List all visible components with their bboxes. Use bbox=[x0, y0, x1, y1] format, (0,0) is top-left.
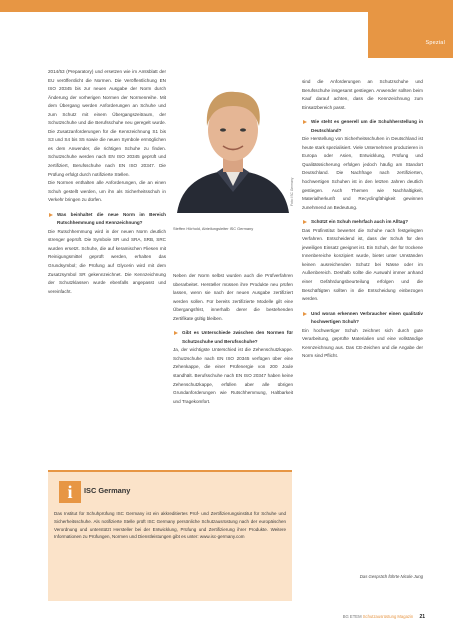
info-box-text: Das Institut für Schuhprüfung ISC Germany ist ein akkreditiertes Prüf- und Zertifizierungsinstitut für Schuhe und Sicherheitsschuhe. Als notifizierte Stelle prüft ISC Germany persönliche Schutzausrüstung nach der europäischen Verordnung und unterstützt Hersteller bei der Entwicklung, Prüfung und Zertifizierung ihrer Produkte. Weitere Informationen zu Prüfungen, Normen und Dienstleistungen gibt es unter: www.isc-germany.com bbox=[54, 511, 286, 540]
interview-question: Schützt ein Schuh mehrfach auch im Alltag? bbox=[302, 218, 423, 227]
paragraph: Die Normen enthalten alle Anforderungen, die an einen Schuh gestellt werden, um ihn als Sicherheitsschuh in Verkehr bringen zu dürfen. bbox=[48, 180, 166, 203]
article-column-2 bbox=[173, 272, 293, 406]
paragraph: Ein hochwertiger Schuh zeichnet sich durch gute Verarbeitung, geprüfte Materialien und eine vollständige Kennzeichnung aus. Das CE-Zeichen und die Angabe der Norm sind Pflicht. bbox=[302, 327, 423, 359]
paragraph: Die Rutschhemmung wird in der neuen Norm deutlich strenger geprüft. Die Symbole SR und SRA, SRB, SRC wurden ersetzt. Schuhe, die auf keramischen Fliesen mit Reinigungsmittel geprüft werden, erhalten das Grundsymbol; die Prüfung auf Glycerin wird mit dem Zusatzsymbol SR gekennzeichnet. Die Kennzeichnung der Schutzklassen wurde ebenfalls angepasst und vereinfacht. bbox=[48, 228, 166, 294]
info-box-accent bbox=[48, 470, 292, 472]
photo-credit: Foto: ISC Germany bbox=[290, 177, 294, 206]
interview-question: Wie steht es generell um die Schuhherstellung in Deutschland? bbox=[302, 118, 423, 135]
portrait-photo bbox=[173, 68, 293, 213]
interview-question: Was beinhaltet die neue Norm im Bereich Rutschhemmung und Kennzeichnung? bbox=[48, 211, 166, 228]
paragraph: 2014/53 (Preparatory) und ersetzen wie im Amtsblatt der EU veröffentlicht die Normen. Die Veröffentlichung EN ISO 20345 bis zur neuen Ausgabe der Norm durch Änderung der vorherigen Normen der Normenreihe. Mit dem Übergang werden Anforderungen an Schuhe und zum Schutz mit einem Übergangszeitraum, der Schutzschuhe und die Berufsschuhe neu geregelt wurde. Die Zusatzanforderungen für die Kennzeichnung S1 bis S3 und S4 bis S5 sowie die neuen Symbole ermöglichen es dem Anwender, die richtigen Schuhe zu finden. Schutzschuhe werden nach EN ISO 20345 geprüft und zertifiziert, Berufsschuhe nach EN ISO 20347. Die Prüfung erfolgt durch notifizierte Stellen. bbox=[48, 69, 166, 177]
photo-caption: Steffen Hörhold, Abteilungsleiter ISC Germany bbox=[173, 226, 254, 231]
footer-magazine[interactable]: Schutzausrüstung Magazin bbox=[362, 614, 414, 619]
article-column-1 bbox=[48, 68, 166, 296]
paragraph: Ja, der wichtigste Unterschied ist die Zehenschutzkappe. Schutzschuhe nach EN ISO 20345 verfügen über eine Zehenkappe, die einer Prüfenergie von 200 Joule standhält. Berufsschuhe nach EN ISO 20347 haben keine Zehenschutzkappe, erfüllen aber alle übrigen Grundanforderungen wie Rutschhemmung, Haltbarkeit und Tragekomfort. bbox=[173, 347, 293, 404]
interview-signoff: Das Gespräch führte Nicole Jung bbox=[359, 574, 423, 579]
footer-brand: BG ETEM bbox=[342, 614, 362, 619]
paragraph: Die Herstellung von Sicherheitsschuhen in Deutschland ist heute stark spezialisiert. Viele Unternehmen produzieren in Europa oder Asien, Entwicklung, Prüfung und Qualitätssicherung erfolgen jedoch häufig am Standort Deutschland. Die Nachfrage nach zertifizierten, hochwertigen Schuhen ist in den letzten Jahren deutlich gestiegen. Auch Themen wie Nachhaltigkeit, Materialherkunft und Recyclingfähigkeit gewinnen zunehmend an Bedeutung. bbox=[302, 136, 423, 210]
paragraph: sind die Anforderungen an Schutzschuhe und Berufsschuhe insgesamt gestiegen. Anwender sollten beim Kauf darauf achten, dass die Kennzeichnung zum Einsatzbereich passt. bbox=[302, 79, 423, 110]
info-box bbox=[48, 470, 292, 601]
section-label: Spezial bbox=[425, 40, 445, 46]
paragraph: Neben der Norm selbst wurden auch die Prüfverfahren überarbeitet. Hersteller müssen ihre Produkte neu prüfen lassen, wenn sie nach der neuen Ausgabe zertifiziert werden sollen. Für bereits zertifizierte Modelle gilt eine Übergangsfrist, innerhalb derer die bestehenden Zertifikate gültig bleiben. bbox=[173, 273, 293, 321]
article-column-3 bbox=[302, 78, 423, 361]
interview-question: Und woran erkennen Verbraucher einen qualitativ hochwertigen Schuh? bbox=[302, 310, 423, 327]
page-number: 21 bbox=[419, 614, 425, 620]
section-tab[interactable] bbox=[368, 0, 453, 58]
paragraph: Das Prüfinstitut bewertet die Schuhe nach festgelegten Verfahren. Entscheidend ist, dass der Schuh für den jeweiligen Einsatz geeignet ist. Ein Schuh, der für trockene Innenbereiche konzipiert wurde, bietet unter Umständen keinen ausreichenden Schutz bei Nässe oder im Außenbereich. Deshalb sollte die Auswahl immer anhand einer Gefährdungsbeurteilung erfolgen und die Beschäftigten sollten in die Entscheidung einbezogen werden. bbox=[302, 227, 423, 302]
page-footer bbox=[300, 614, 425, 620]
info-box-title: ISC Germany bbox=[84, 486, 131, 495]
info-icon: i bbox=[59, 481, 81, 503]
portrait-illustration bbox=[173, 68, 293, 213]
interview-question: Gibt es Unterschiede zwischen den Normen für Schutzschuhe und Berufsschuhe? bbox=[173, 329, 293, 346]
